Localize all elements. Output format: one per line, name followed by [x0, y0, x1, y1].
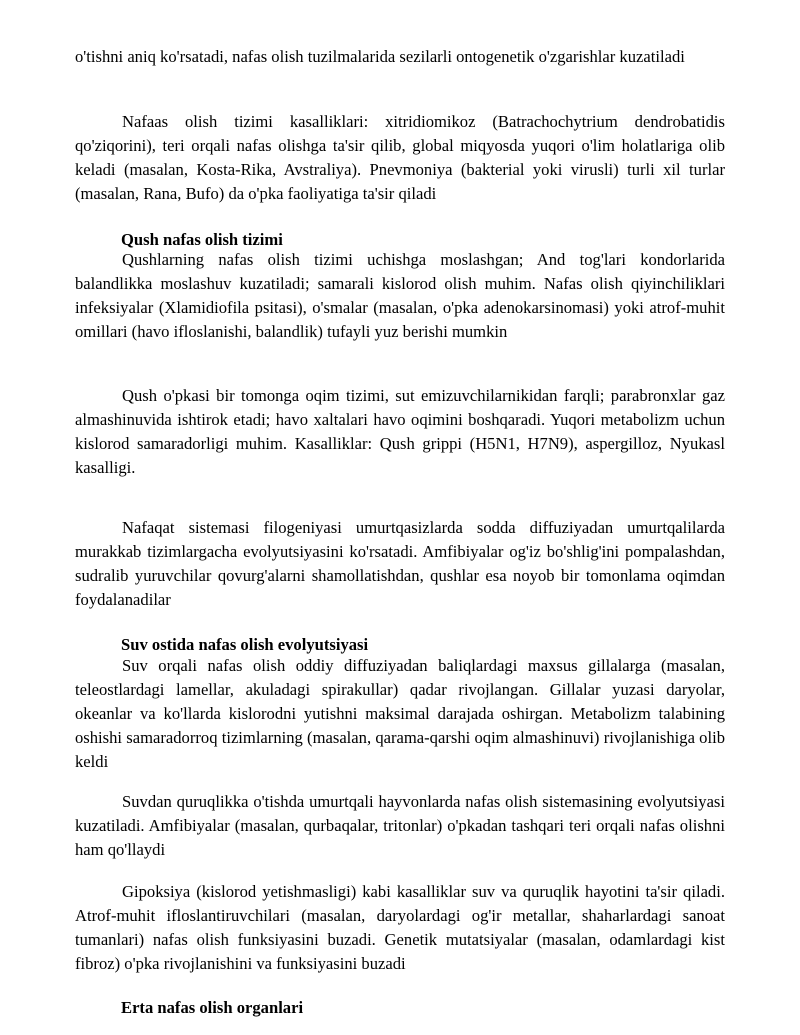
paragraph-amphibian-diseases: Nafaas olish tizimi kasalliklari: xitridiomikoz (Batrachochytrium dendrobatidis qo'ziqorini), teri orqali nafas olishga ta'sir qilib, global miqyosda yuqori o'lim holatlariga olib keladi (masalan, Kosta-Rika, Avstraliya). Pnevmoniya (bakterial yoki virusli) turli xil turlar (masalan, Rana, Bufo) da o'pka faoliyatiga ta'sir qiladi	[75, 112, 725, 203]
paragraph-bird-respiration-adaptation: Qushlarning nafas olish tizimi uchishga moslashgan; And tog'lari kondorlarida balandlikka moslashuv kuzatiladi; samarali kislorod olish muhim. Nafas olish qiyinchiliklari infeksiyalar (Xlamidiofila psitasi), o'smalar (masalan, o'pka adenokarsinomasi) yoki atrof-muhit omillari (havo ifloslanishi, balandlik) tufayli yuz berishi mumkin	[75, 250, 725, 341]
paragraph-hypoxia-diseases: Gipoksiya (kislorod yetishmasligi) kabi kasalliklar suv va quruqlik hayotini ta'sir qiladi. Atrof-muhit ifloslantiruvchilari (masalan, daryolardagi og'ir metallar, shaharlardagi sanoat tumanlari) nafas olish funksiyasini buzadi. Genetik mutatsiyalar (masalan, odamlardagi kist fibroz) o'pka rivojlanishini va funksiyasini buzadi	[75, 882, 725, 973]
heading-early-respiratory-organs: Erta nafas olish organlari	[121, 998, 304, 1017]
paragraph-respiratory-phylogeny: Nafaqat sistemasi filogeniyasi umurtqasizlarda sodda diffuziyadan umurtqalilarda murakkab tizimlargacha evolyutsiyasini ko'rsatadi. Amfibiyalar og'iz bo'shlig'ini pompalashdan, sudralib yuruvchilar qovurg'alarni shamollatishdan, qushlar esa noyob bir tomonlama oqimdan foydalanadilar	[75, 518, 725, 609]
paragraph-water-to-land-transition: Suvdan quruqlikka o'tishda umurtqali hayvonlarda nafas olish sistemasining evolyutsiyasi kuzatiladi. Amfibiyalar (masalan, qurbaqalar, tritonlar) o'pkadan tashqari teri orqali nafas olishni ham qo'llaydi	[75, 792, 725, 859]
paragraph-ontogenetic-continuation: o'tishni aniq ko'rsatadi, nafas olish tuzilmalarida sezilarli ontogenetik o'zgarishlar kuzatiladi	[75, 47, 685, 66]
heading-underwater-respiration-evolution: Suv ostida nafas olish evolyutsiyasi	[121, 635, 369, 654]
heading-bird-respiratory-system: Qush nafas olish tizimi	[121, 230, 283, 249]
paragraph-bird-lung-structure: Qush o'pkasi bir tomonga oqim tizimi, sut emizuvchilarnikidan farqli; parabronxlar gaz almashinuvida ishtirok etadi; havo xaltalari havo oqimini boshqaradi. Yuqori metabolizm uchun kislorod samaradorligi muhim. Kasalliklar: Qush grippi (H5N1, H7N9), aspergilloz, Nyukasl kasalligi.	[75, 386, 725, 477]
paragraph-water-respiration-gills: Suv orqali nafas olish oddiy diffuziyadan baliqlardagi maxsus gillalarga (masalan, teleostlardagi lamellar, akuladagi spirakullar) qadar rivojlangan. Gillalar yuzasi daryolar, okeanlar va ko'llarda kislorodni yutishni maksimal darajada oshirgan. Metabolizm talabining oshishi samaradorroq tizimlarning (masalan, qarama-qarshi oqim almashinuvi) rivojlanishiga olib keldi	[75, 656, 725, 771]
